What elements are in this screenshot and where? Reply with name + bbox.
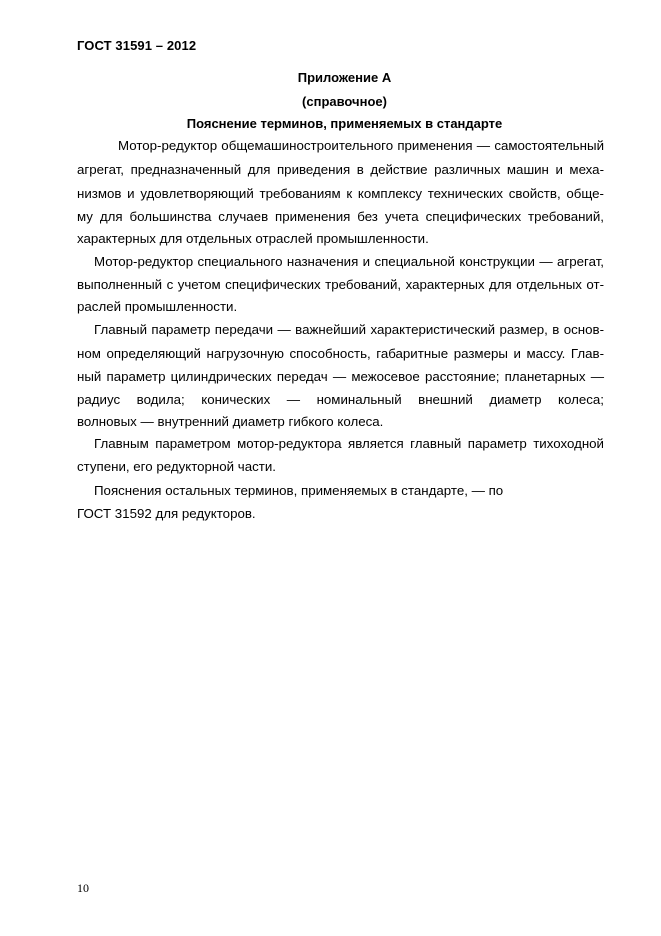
paragraph-line: агрегат, предназначенный для приведения в действие различных машин и меха- (77, 162, 604, 177)
page-number: 10 (77, 881, 89, 895)
paragraph-line: характерных для отдельных отраслей промышленности. (77, 231, 429, 246)
appendix-status: (справочное) (302, 94, 387, 109)
paragraph-line: низмов и удовлетворяющий требованиям к комплексу технических свойств, обще- (77, 186, 604, 201)
paragraph-line: Пояснения остальных терминов, применяемых в стандарте, — по (94, 483, 504, 498)
paragraph-line: Главным параметром мотор-редуктора является главный параметр тихоходной (94, 436, 604, 451)
paragraph-line: Мотор-редуктор общемашиностроительного применения — самостоятельный (118, 138, 604, 153)
paragraph-line: радиус водила; конических — номинальный внешний диаметр колеса; (77, 392, 604, 407)
paragraph-line: выполненный с учетом специфических требований, характерных для отдельных от- (77, 277, 604, 292)
appendix-title: Приложение А (297, 70, 392, 85)
standard-header: ГОСТ 31591 – 2012 (77, 38, 197, 53)
appendix-heading: Пояснение терминов, применяемых в стандарте (186, 116, 503, 131)
paragraph-line: ном определяющий нагрузочную способность, габаритные размеры и массу. Глав- (77, 346, 604, 361)
paragraph-line: волновых — внутренний диаметр гибкого колеса. (77, 414, 384, 429)
paragraph-line: Главный параметр передачи — важнейший характеристический размер, в основ- (94, 322, 604, 337)
paragraph-line: ГОСТ 31592 для редукторов. (77, 506, 256, 521)
paragraph-line: Мотор-редуктор специального назначения и специальной конструкции — агрегат, (94, 254, 604, 269)
paragraph-line: раслей промышленности. (77, 299, 238, 314)
paragraph-line: му для большинства случаев применения без учета специфических требований, (77, 209, 604, 224)
paragraph-line: ный параметр цилиндрических передач — межосевое расстояние; планетарных — (77, 369, 604, 384)
paragraph-line: ступени, его редукторной части. (77, 459, 276, 474)
